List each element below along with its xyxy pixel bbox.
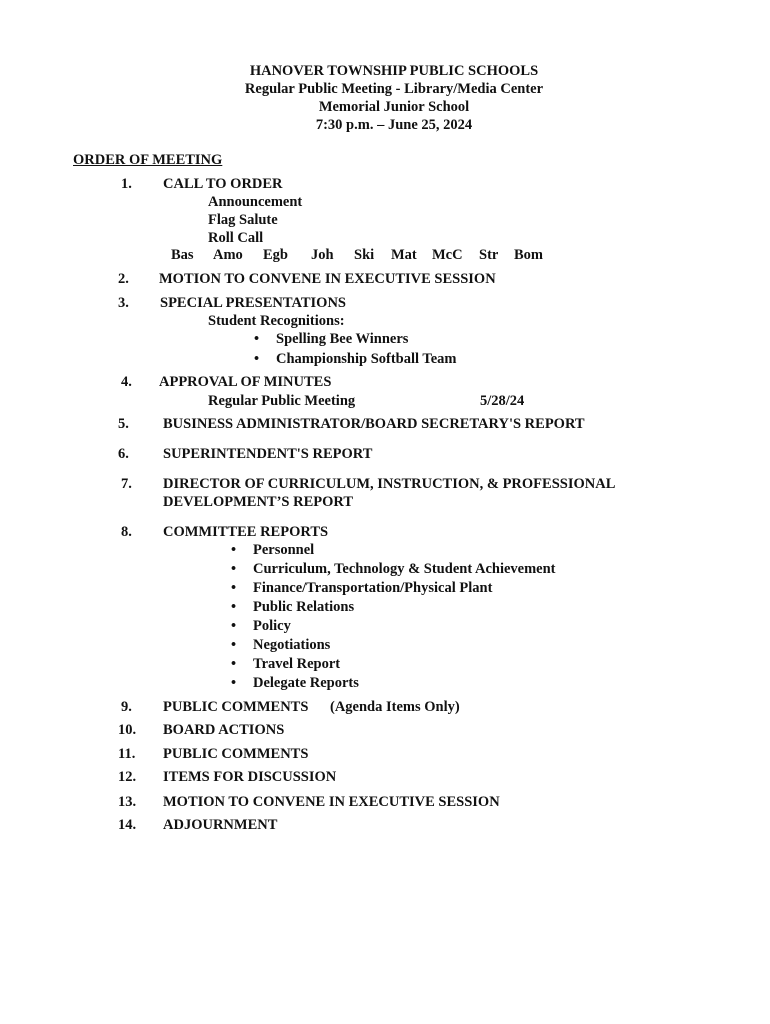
- item-title-approval-of-minutes: APPROVAL OF MINUTES: [159, 374, 332, 390]
- bullet-item: [254, 330, 408, 348]
- roll-call-member: Mat: [391, 247, 417, 263]
- minutes-date: 5/28/24: [480, 393, 525, 409]
- item-number: 4.: [121, 374, 132, 390]
- roll-call-member: Amo: [213, 247, 243, 263]
- item-title-board-actions: BOARD ACTIONS: [163, 722, 285, 738]
- roll-call-member: Str: [479, 247, 499, 263]
- committee-item-text: Travel Report: [253, 656, 341, 672]
- item-number: 8.: [121, 524, 132, 540]
- meeting-type: Regular Public Meeting - Library/Media Center: [244, 81, 544, 97]
- item-number: 2.: [118, 271, 129, 287]
- committee-item-text: Public Relations: [253, 599, 355, 615]
- bullet-icon: •: [231, 675, 237, 691]
- committee-item-text: Finance/Transportation/Physical Plant: [253, 580, 493, 596]
- bullet-icon: •: [231, 580, 237, 596]
- bullet-icon: •: [231, 561, 237, 577]
- item-title-motion-executive-session-2: MOTION TO CONVENE IN EXECUTIVE SESSION: [163, 794, 500, 810]
- item-number: 6.: [118, 446, 129, 462]
- item-number: 13.: [118, 794, 137, 810]
- bullet-icon: •: [231, 656, 237, 672]
- roll-call-member: Egb: [263, 247, 288, 263]
- roll-call-member: Ski: [354, 247, 375, 263]
- committee-item: [231, 579, 492, 597]
- item-number: 12.: [118, 769, 137, 785]
- minutes-label: Regular Public Meeting: [208, 393, 356, 409]
- sub-item-student-recognitions: Student Recognitions:: [208, 313, 345, 329]
- roll-call-member: Joh: [311, 247, 334, 263]
- item-number: 3.: [118, 295, 129, 311]
- item-number: 9.: [121, 699, 132, 715]
- bullet-icon: •: [231, 618, 237, 634]
- school-name: HANOVER TOWNSHIP PUBLIC SCHOOLS: [249, 63, 539, 79]
- item-number: 7.: [121, 476, 132, 492]
- item-title-business-administrator-report: BUSINESS ADMINISTRATOR/BOARD SECRETARY'S REPORT: [163, 416, 585, 432]
- bullet-text: Spelling Bee Winners: [276, 331, 409, 347]
- item-title-motion-executive-session: MOTION TO CONVENE IN EXECUTIVE SESSION: [159, 271, 496, 287]
- item-title-call-to-order: CALL TO ORDER: [163, 176, 283, 192]
- item-title-public-comments: PUBLIC COMMENTS: [163, 699, 309, 715]
- item-title-superintendent-report: SUPERINTENDENT'S REPORT: [163, 446, 373, 462]
- bullet-icon: •: [254, 351, 260, 367]
- bullet-icon: •: [254, 331, 260, 347]
- committee-item: [231, 636, 330, 654]
- meeting-time: 7:30 p.m. – June 25, 2024: [315, 117, 473, 133]
- item-number: 14.: [118, 817, 137, 833]
- bullet-icon: •: [231, 599, 237, 615]
- item-title-public-comments-2: PUBLIC COMMENTS: [163, 746, 309, 762]
- item-title-committee-reports: COMMITTEE REPORTS: [163, 524, 329, 540]
- roll-call-member: Bas: [171, 247, 194, 263]
- committee-item-text: Policy: [253, 618, 291, 634]
- item-title-director-of-curriculum: DIRECTOR OF CURRICULUM, INSTRUCTION, & PROFESSIONAL: [163, 476, 616, 492]
- committee-item: [231, 655, 340, 673]
- meeting-location: Memorial Junior School: [318, 99, 470, 115]
- sub-item-announcement: Announcement: [208, 194, 303, 210]
- committee-item: [231, 674, 359, 692]
- item-number: 11.: [118, 746, 136, 762]
- order-of-meeting-title: ORDER OF MEETING: [73, 152, 223, 168]
- item-title-director-of-curriculum-line2: DEVELOPMENT’S REPORT: [163, 494, 354, 510]
- bullet-icon: •: [231, 637, 237, 653]
- item-number: 10.: [118, 722, 137, 738]
- item-number: 1.: [121, 176, 132, 192]
- item-title-special-presentations: SPECIAL PRESENTATIONS: [160, 295, 347, 311]
- item-number: 5.: [118, 416, 129, 432]
- item-title-adjournment: ADJOURNMENT: [163, 817, 278, 833]
- committee-item: [231, 560, 556, 578]
- bullet-text: Championship Softball Team: [276, 351, 457, 367]
- sub-item-roll-call: Roll Call: [208, 230, 264, 246]
- committee-item-text: Negotiations: [253, 637, 331, 653]
- item-note-agenda-only: (Agenda Items Only): [330, 699, 460, 715]
- sub-item-flag-salute: Flag Salute: [208, 212, 278, 228]
- bullet-icon: •: [231, 542, 237, 558]
- committee-item: [231, 598, 354, 616]
- committee-item: [231, 541, 314, 559]
- committee-item-text: Delegate Reports: [253, 675, 359, 691]
- item-title-items-for-discussion: ITEMS FOR DISCUSSION: [163, 769, 337, 785]
- roll-call-member: McC: [432, 247, 463, 263]
- committee-item-text: Personnel: [253, 542, 315, 558]
- committee-item: [231, 617, 291, 635]
- bullet-item: [254, 350, 457, 368]
- roll-call-member: Bom: [514, 247, 543, 263]
- committee-item-text: Curriculum, Technology & Student Achievement: [253, 561, 556, 577]
